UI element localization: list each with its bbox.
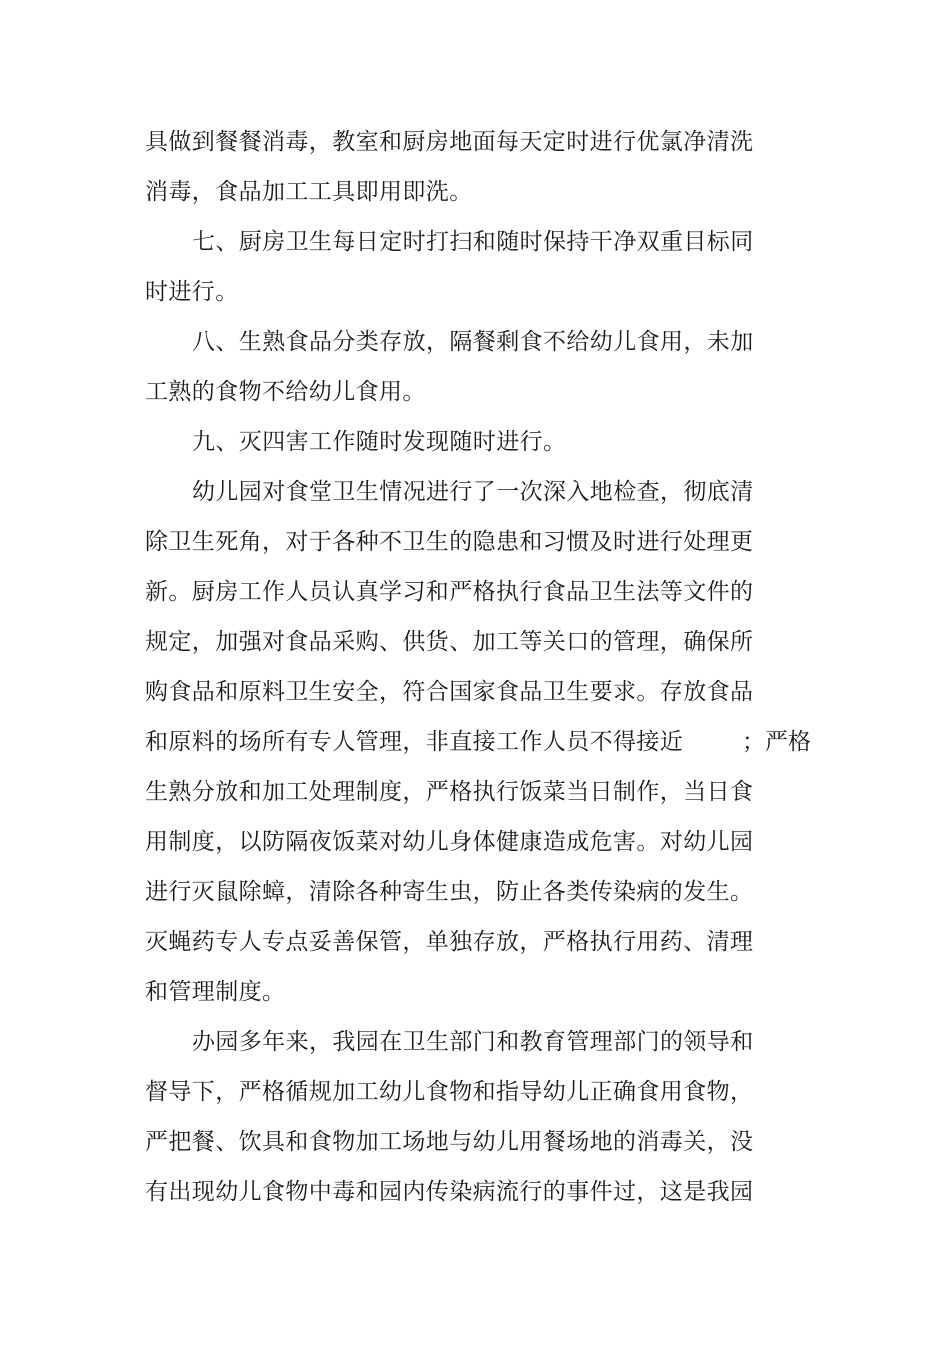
text-line: 购食品和原料卫生安全，符合国家食品卫生要求。存放食品 [145,679,754,705]
text-line: 有出现幼儿食物中毒和园内传染病流行的事件过，这是我园 [145,1179,754,1205]
text-line: 具做到餐餐消毒，教室和厨房地面每天定时进行优氯净清洗 [145,129,754,155]
paragraph-start-line: 办园多年来，我园在卫生部门和教育管理部门的领导和 [192,1029,754,1055]
text-line: 督导下，严格循规加工幼儿食物和指导幼儿正确食用食物， [145,1079,754,1105]
text-line: 消毒，食品加工工具即用即洗。 [145,179,473,205]
text-line: 严把餐、饮具和食物加工场地与幼儿用餐场地的消毒关，没 [145,1129,754,1155]
text-line: 工熟的食物不给幼儿食用。 [145,379,426,405]
text-line: 用制度，以防隔夜饭菜对幼儿身体健康造成危害。对幼儿园 [145,829,754,855]
text-line: 新。厨房工作人员认真学习和严格执行食品卫生法等文件的 [145,579,754,605]
text-line: 除卫生死角，对于各种不卫生的隐患和习惯及时进行处理更 [145,529,754,555]
text-line: 规定，加强对食品采购、供货、加工等关口的管理，确保所 [145,629,754,655]
text-line: 灭蝇药专人专点妥善保管，单独存放，严格执行用药、清理 [145,929,754,955]
text-line: 和原料的场所有专人管理，非直接工作人员不得接近 [145,729,684,755]
paragraph-start-line: 幼儿园对食堂卫生情况进行了一次深入地检查，彻底清 [192,479,754,505]
paragraph-start-line: 九、灭四害工作随时发现随时进行。 [192,429,567,455]
text-line: 时进行。 [145,279,239,305]
text-line: 生熟分放和加工处理制度，严格执行饭菜当日制作，当日食 [145,779,754,805]
text-line: 进行灭鼠除蟑，清除各种寄生虫，防止各类传染病的发生。 [145,879,754,905]
text-line-trailing: ；严格 [742,729,811,755]
paragraph-start-line: 七、厨房卫生每日定时打扫和随时保持干净双重目标同 [192,229,754,255]
paragraph-start-line: 八、生熟食品分类存放，隔餐剩食不给幼儿食用，未加 [192,329,754,355]
text-line: 和管理制度。 [145,979,286,1005]
